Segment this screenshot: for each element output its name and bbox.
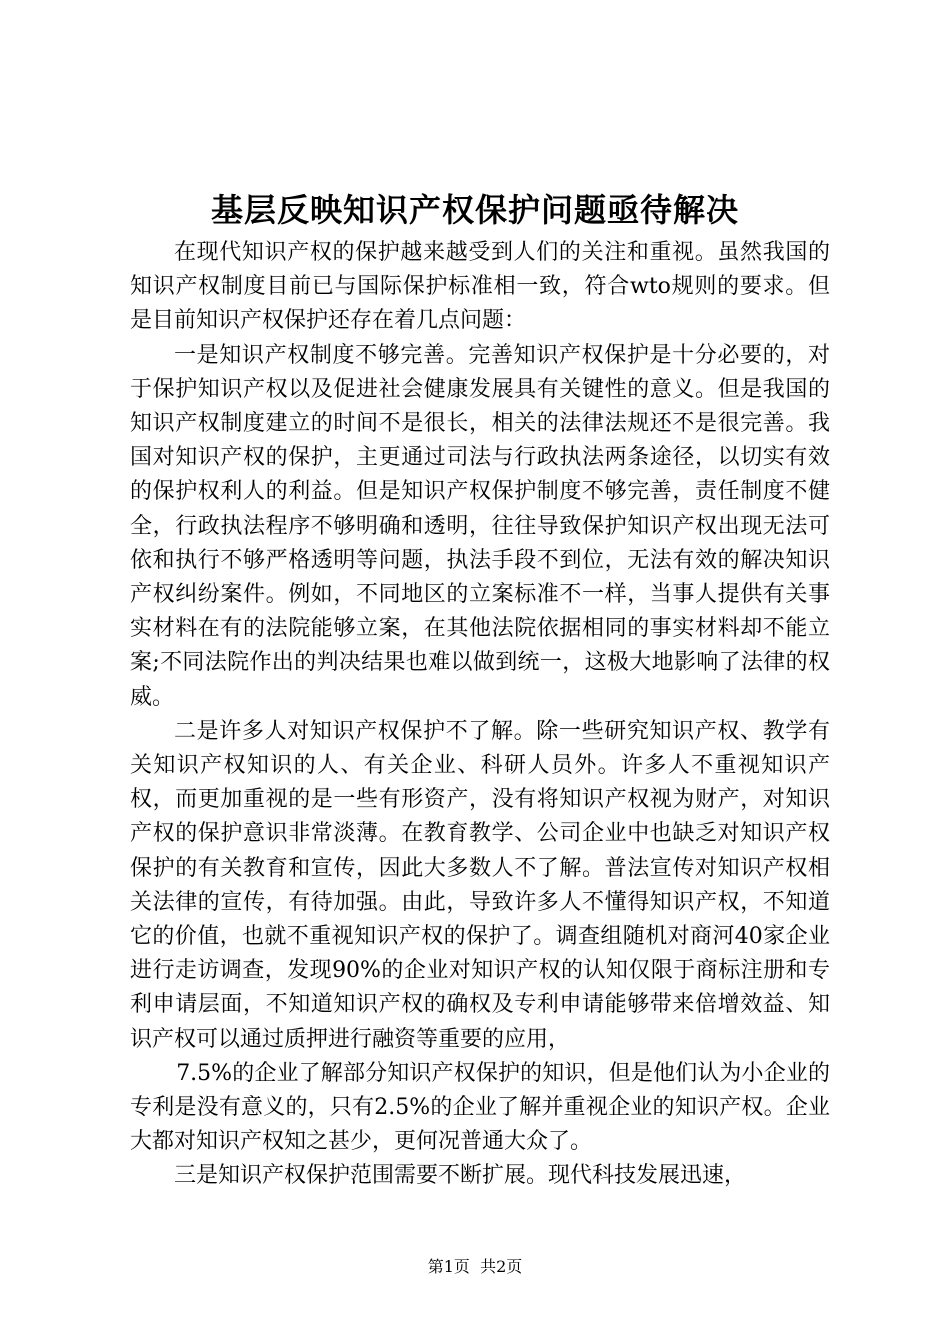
- paragraph-intro: 在现代知识产权的保护越来越受到人们的关注和重视。虽然我国的知识产权制度目前已与国际保护标准相一致，符合wto规则的要求。但是目前知识产权保护还存在着几点问题：: [130, 240, 830, 334]
- document-title: 基层反映知识产权保护问题亟待解决: [210, 191, 739, 229]
- page-number-footer: 第1页 共2页: [427, 1257, 523, 1276]
- document-body: [130, 236, 830, 1194]
- paragraph-point-one: 一是知识产权制度不够完善。完善知识产权保护是十分必要的，对于保护知识产权以及促进社会健康发展具有关键性的意义。但是我国的知识产权制度建立的时间不是很长，相关的法律法规还不是很完善。我国对知识产权的保护，主更通过司法与行政执法两条途径，以切实有效的保护权利人的利益。但是知识产权保护制度不够完善，责任制度不健全，行政执法程序不够明确和透明，往往导致保护知识产权出现无法可依和执行不够严格透明等问题，执法手段不到位，无法有效的解决知识产权纠纷案件。例如，不同地区的立案标准不一样，当事人提供有关事实材料在有的法院能够立案，在其他法院依据相同的事实材料却不能立案;不同法院作出的判决结果也难以做到统一，这极大地影响了法律的权威。: [130, 342, 830, 710]
- paragraph-survey-stats: 7.5%的企业了解部分知识产权保护的知识，但是他们认为小企业的专利是没有意义的，只有2.5%的企业了解并重视企业的知识产权。企业大都对知识产权知之甚少，更何况普通大众了。: [130, 1060, 830, 1155]
- paragraph-point-two: 二是许多人对知识产权保护不了解。除一些研究知识产权、教学有关知识产权知识的人、有关企业、科研人员外。许多人不重视知识产权，而更加重视的是一些有形资产，没有将知识产权视为财产，对知识产权的保护意识非常淡薄。在教育教学、公司企业中也缺乏对知识产权保护的有关教育和宣传，因此大多数人不了解。普法宣传对知识产权相关法律的宣传，有待加强。由此，导致许多人不懂得知识产权，不知道它的价值，也就不重视知识产权的保护了。调查组随机对商河40家企业进行走访调查，发现90%的企业对知识产权的认知仅限于商标注册和专利申请层面，不知道知识产权的确权及专利申请能够带来倍增效益、知识产权可以通过质押进行融资等重要的应用，: [130, 718, 830, 1052]
- paragraph-point-three: 三是知识产权保护范围需要不断扩展。现代科技发展迅速，: [174, 1163, 747, 1189]
